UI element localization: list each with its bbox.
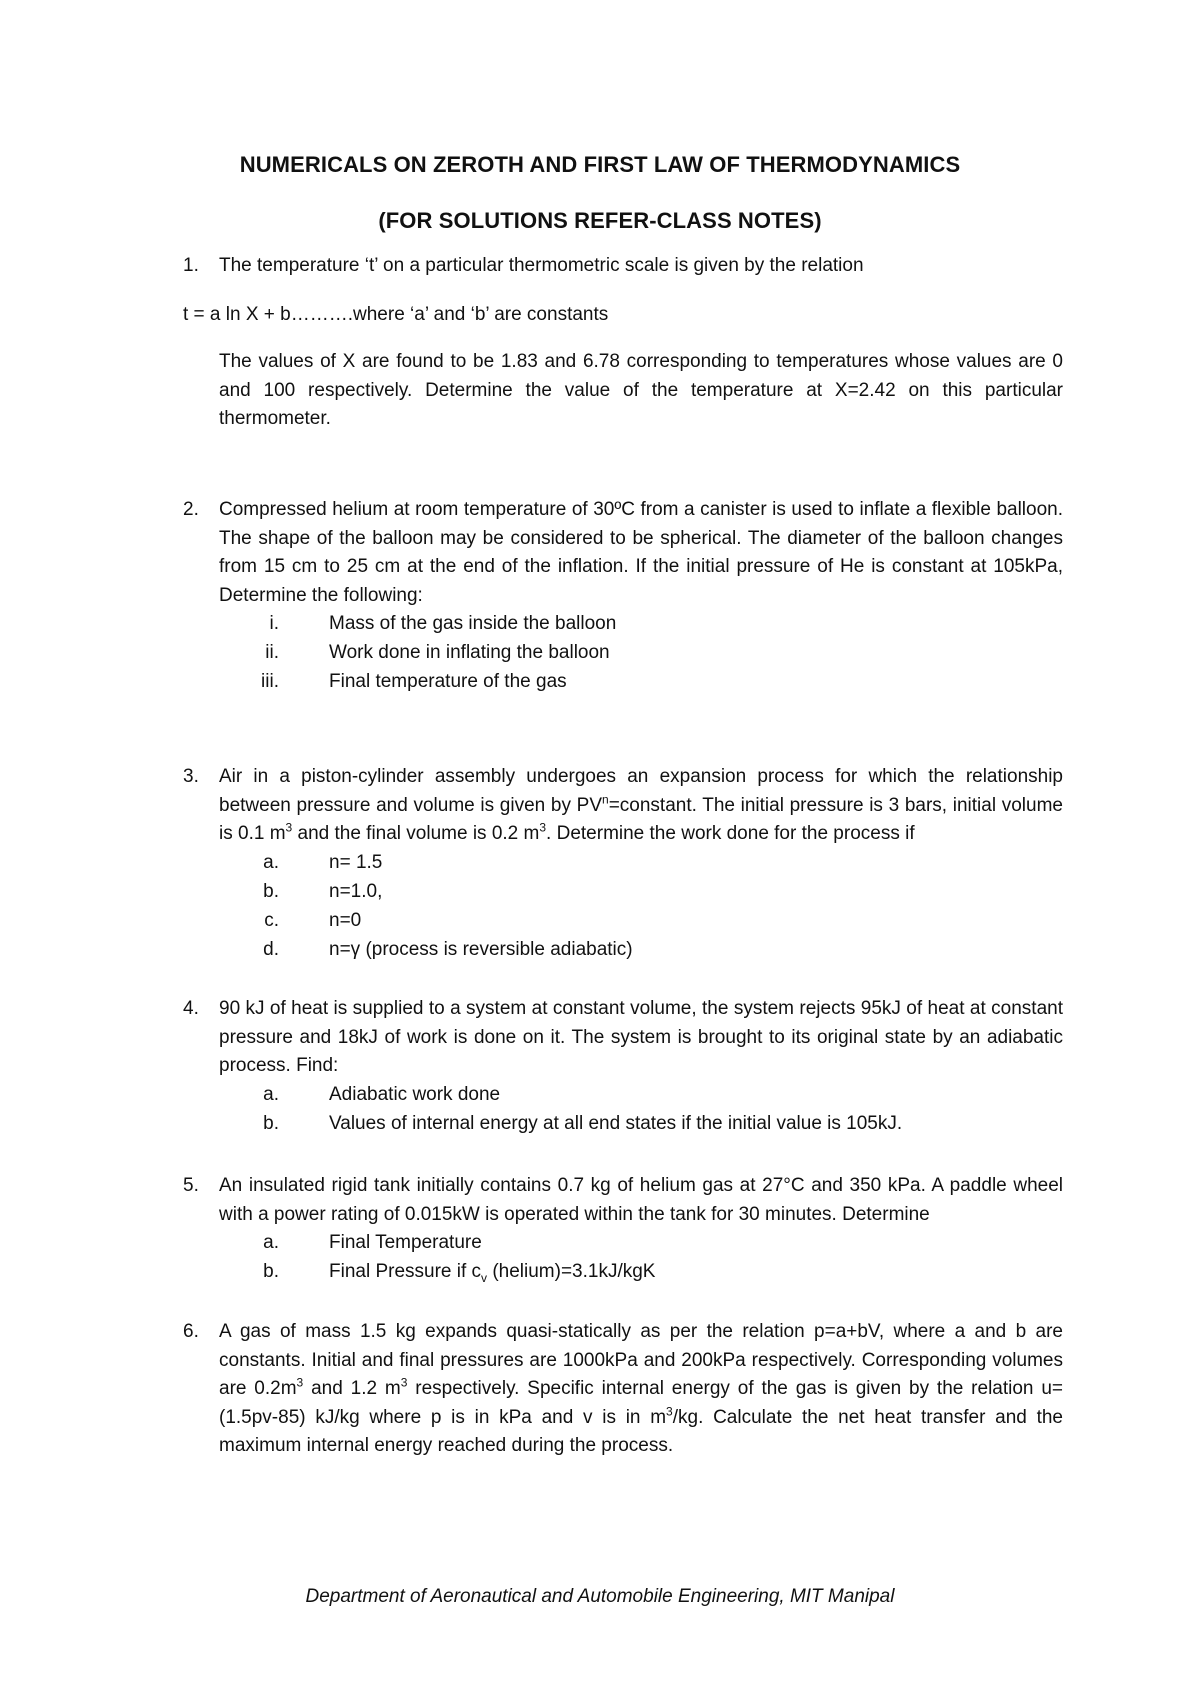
list-item (219, 1081, 1063, 1110)
question-text (219, 1318, 1063, 1461)
text-run: and 1.2 m (303, 1378, 401, 1399)
question-number: 5. (183, 1175, 199, 1196)
list-item (219, 849, 1063, 878)
text-run: Air in a piston-cylinder assembly undergoes an expansion process for which the relationship between pressure and volume is given by PV (219, 766, 1063, 816)
list-marker: b. (263, 880, 279, 902)
text-run: =constant. The initial pressure is 3 bars, initial volume is 0.1 m (219, 794, 1063, 844)
list-marker: c. (264, 909, 279, 931)
document-title: NUMERICALS ON ZEROTH AND FIRST LAW OF THERMODYNAMICS (239, 152, 961, 177)
list-text: n= 1.5 (329, 851, 383, 873)
superscript: 3 (539, 820, 547, 835)
list-text: Work done in inflating the balloon (329, 642, 610, 663)
list-text: n=1.0, (329, 880, 383, 902)
question-3 (183, 763, 1063, 965)
question-2 (183, 496, 1063, 697)
question-1 (183, 252, 1063, 281)
list-text: Mass of the gas inside the balloon (329, 613, 617, 634)
superscript: 3 (296, 1375, 304, 1390)
text-run: respectively. Specific internal energy of the gas is given by the relation u= (1.5pv-85) kJ/kg where p is in kPa and v is in m (219, 1378, 1063, 1428)
text-run: and the final volume is 0.2 m (292, 823, 540, 844)
superscript: 3 (285, 820, 293, 835)
text-run: A gas of mass 1.5 kg expands quasi-statically as per the relation p=a+bV, where a and b are constants. Initial and final pressures are 1000kPa and 200kPa respectively. Corresponding volumes are 0.2m (219, 1321, 1063, 1399)
text-run: . Determine the work done for the process if (546, 823, 915, 844)
list-marker: ii. (265, 642, 279, 663)
list-item (219, 936, 1063, 965)
question-1-formula: t = a ln X + b……….where ‘a’ and ‘b’ are constants (183, 304, 609, 325)
list-marker: a. (263, 851, 279, 873)
question-text: An insulated rigid tank initially contains 0.7 kg of helium gas at 27°C and 350 kPa. A paddle wheel with a power rating of 0.015kW is operated within the tank for 30 minutes. Determine (219, 1175, 1063, 1225)
question-number: 1. (183, 255, 199, 276)
list-marker: d. (263, 938, 279, 960)
list-text: n=γ (process is reversible adiabatic) (329, 938, 633, 960)
question-text (219, 763, 1063, 849)
page-footer: Department of Aeronautical and Automobile Engineering, MIT Manipal (305, 1586, 895, 1607)
list-text: Values of internal energy at all end states if the initial value is 105kJ. (329, 1112, 903, 1134)
question-number: 4. (183, 998, 199, 1019)
list-marker: a. (263, 1232, 279, 1253)
list-item (219, 878, 1063, 907)
question-5 (183, 1172, 1063, 1287)
question-4 (183, 995, 1063, 1139)
question-number: 3. (183, 766, 199, 787)
question-number: 6. (183, 1321, 199, 1342)
text-run: Final Pressure if c (329, 1261, 482, 1282)
question-text: Compressed helium at room temperature of 30ºC from a canister is used to inflate a flexible balloon. The shape of the balloon may be considered to be spherical. The diameter of the balloon changes from 15 cm to 25 cm at the end of the inflation. If the initial pressure of He is constant at 105kPa, Determine the following: (219, 499, 1063, 606)
list-marker: b. (263, 1112, 279, 1134)
list-marker: iii. (261, 671, 279, 692)
superscript: 3 (666, 1404, 673, 1419)
list-marker: a. (263, 1083, 279, 1105)
question-text: The values of X are found to be 1.83 and 6.78 corresponding to temperatures whose values are 0 and 100 respectively. Determine the value of the temperature at X=2.42 on this particular thermometer. (219, 351, 1063, 429)
question-number: 2. (183, 499, 199, 520)
question-6 (183, 1318, 1063, 1461)
list-item (219, 639, 1063, 668)
subscript: v (481, 1270, 488, 1285)
list-item (219, 610, 1063, 639)
question-text: The temperature ‘t’ on a particular thermometric scale is given by the relation (219, 255, 864, 276)
list-text: Final temperature of the gas (329, 671, 567, 692)
superscript: n (602, 792, 609, 807)
superscript: 3 (400, 1375, 408, 1390)
text-run: (helium)=3.1kJ/kgK (487, 1261, 656, 1282)
list-text: Adiabatic work done (329, 1083, 501, 1105)
question-1-body (183, 348, 1063, 434)
question-text: 90 kJ of heat is supplied to a system at constant volume, the system rejects 95kJ of heat at constant pressure and 18kJ of work is done on it. The system is brought to its original state by an adiabatic process. Find: (219, 998, 1063, 1076)
list-item (219, 1229, 1063, 1258)
list-text: Final Temperature (329, 1232, 482, 1253)
list-marker: b. (263, 1261, 279, 1282)
list-item (219, 1110, 1063, 1139)
list-text: n=0 (329, 909, 362, 931)
list-item (219, 907, 1063, 936)
list-marker: i. (269, 613, 279, 634)
list-item (219, 1258, 1063, 1287)
list-text (329, 1258, 655, 1287)
text-run: /kg. Calculate the net heat transfer and the maximum internal energy reached during the process. (219, 1406, 1063, 1456)
list-item (219, 668, 1063, 697)
document-subtitle: (FOR SOLUTIONS REFER-CLASS NOTES) (378, 208, 822, 233)
